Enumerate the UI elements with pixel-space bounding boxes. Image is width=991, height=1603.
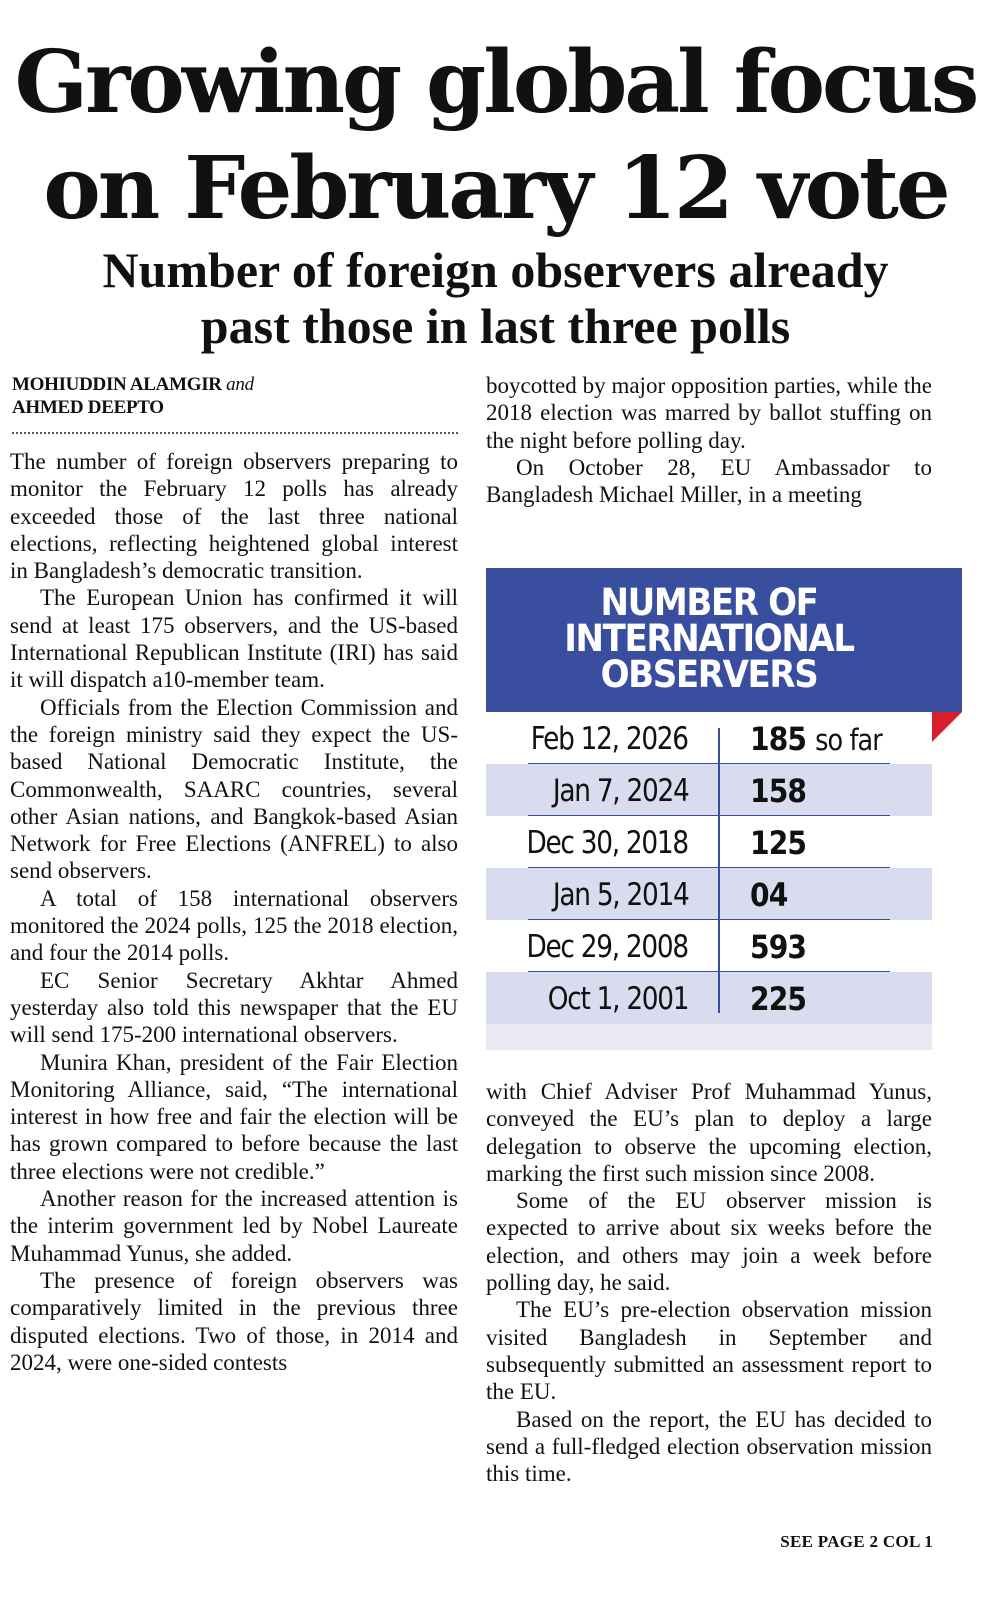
byline-joiner: and	[226, 374, 254, 395]
row-count: 125	[750, 824, 807, 862]
row-date: Jan 5, 2014	[552, 877, 688, 913]
table-column-divider	[718, 728, 720, 1013]
paragraph: The presence of foreign observers was comparatively limited in the previous three disputed elections. Two of those, in 2014 and 2024, were one-sided contests	[10, 1267, 458, 1375]
paragraph: EC Senior Secretary Akhtar Ahmed yesterday also told this newspaper that the EU will send 175-200 international observers.	[10, 967, 458, 1048]
paragraph: The EU’s pre-election observation mission visited Bangladesh in September and subsequently submitted an assessment report to the EU.	[486, 1297, 932, 1405]
paragraph: with Chief Adviser Prof Muhammad Yunus, conveyed the EU’s plan to deploy a large delegation to observe the upcoming election, marking the first such mission since 2008.	[486, 1079, 932, 1186]
row-count: 04	[750, 876, 788, 914]
headline	[0, 30, 991, 242]
table-row	[486, 920, 932, 972]
row-date: Oct 1, 2001	[547, 981, 688, 1017]
continuation-reference: SEE PAGE 2 COL 1	[780, 1532, 933, 1551]
paragraph: Another reason for the increased attention is the interim government led by Nobel Laureate Muhammad Yunus, she added.	[10, 1186, 458, 1266]
row-date: Dec 30, 2018	[526, 825, 688, 861]
row-date: Feb 12, 2026	[530, 721, 688, 757]
infobox-title-line-3: OBSERVERS	[600, 653, 818, 696]
row-count: 593	[750, 928, 807, 966]
row-date: Jan 7, 2024	[552, 773, 688, 809]
article-column-1	[10, 448, 458, 1376]
row-count: 225	[750, 980, 807, 1018]
table-row	[486, 712, 932, 764]
paragraph: boycotted by major opposition parties, while the 2018 election was marred by ballot stuffing on the night before polling day.	[486, 373, 932, 453]
row-count: 158	[750, 772, 807, 810]
table-row	[486, 972, 932, 1024]
row-count	[750, 712, 882, 764]
subheadline-line-1: Number of foreign observers already	[102, 242, 889, 298]
byline-author-1: MOHIUDDIN ALAMGIR	[12, 374, 222, 395]
headline-line-2: on February 12 vote	[43, 138, 948, 239]
table-row	[486, 816, 932, 868]
paragraph: On October 28, EU Ambassador to Bangladesh Michael Miller, in a meeting	[486, 454, 932, 508]
byline-divider	[12, 432, 458, 434]
paragraph: Munira Khan, president of the Fair Election Monitoring Alliance, said, “The international interest in how free and fair the election will be has grown compared to before because the last three elections were not credible.”	[10, 1049, 458, 1184]
infobox-title-line-2: INTERNATIONAL	[564, 617, 854, 660]
paragraph: A total of 158 international observers monitored the 2024 polls, 125 the 2018 election, and four the 2014 polls.	[10, 885, 458, 966]
table-row	[486, 868, 932, 920]
row-date: Dec 29, 2008	[526, 929, 688, 965]
paragraph: The number of foreign observers preparing to monitor the February 12 polls has already exceeded those of the last three national elections, reflecting heightened global interest in Bangladesh’s democratic transition.	[10, 449, 458, 584]
table-row	[486, 764, 932, 816]
paragraph: Officials from the Election Commission and the foreign ministry said they expect the US-based National Democratic Institute, the Commonwealth, SAARC countries, several other Asian nations, and Bangkok-based Asian Network for Free Elections (ANFREL) to also send observers.	[10, 694, 458, 884]
infobox-table	[486, 712, 932, 1024]
infobox-title	[486, 568, 962, 712]
byline	[12, 373, 458, 419]
paragraph: The European Union has confirmed it will send at least 175 observers, and the US-based International Republican Institute (IRI) has said it will dispatch a10-member team.	[10, 585, 458, 693]
subheadline-line-2: past those in last three polls	[200, 298, 791, 354]
article-column-2-bottom	[486, 1078, 932, 1487]
paragraph: Based on the report, the EU has decided to send a full-fledged election observation mission this time.	[486, 1406, 932, 1487]
subheadline	[0, 242, 991, 354]
infobox-corner-accent	[932, 712, 962, 742]
infobox-title-line-1: NUMBER OF	[600, 581, 818, 624]
observers-infobox	[486, 568, 932, 1050]
paragraph: Some of the EU observer mission is expected to arrive about six weeks before the election, and others may join a week before polling day, he said.	[486, 1188, 932, 1296]
row-count-suffix: so far	[815, 723, 882, 757]
row-count-value: 185	[750, 720, 807, 758]
byline-author-2: AHMED DEEPTO	[12, 397, 164, 418]
headline-line-1: Growing global focus	[14, 32, 977, 133]
article-column-2-top	[486, 372, 932, 508]
